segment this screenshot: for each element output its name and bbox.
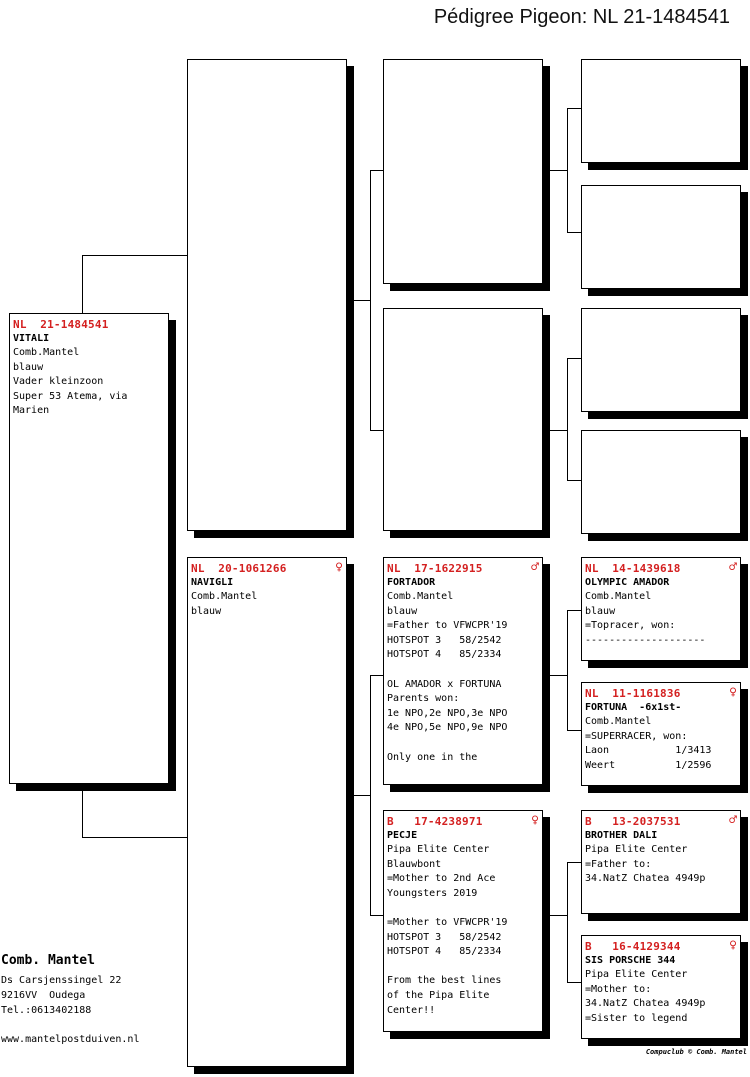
pigeon-info-line: HOTSPOT 4 85/2334: [387, 649, 502, 661]
pigeon-info-line: blauw: [585, 605, 616, 617]
pigeon-name: BROTHER DALI: [585, 830, 658, 841]
pigeon-info-line: HOTSPOT 3 58/2542: [387, 634, 502, 646]
card-header: [585, 686, 737, 700]
connector: [346, 795, 370, 796]
male-symbol-icon: ♂: [531, 560, 539, 575]
ring-number: NL 20-1061266: [191, 561, 287, 575]
connector: [567, 610, 568, 730]
pigeon-info-line: =Mother to 2nd Ace: [387, 873, 496, 885]
ring-number: NL 14-1439618: [585, 561, 681, 575]
connector: [370, 915, 383, 916]
pigeon-info-line: =Mother to:: [585, 983, 652, 995]
pedigree-title: Pédigree Pigeon: NL 21-1484541: [433, 6, 730, 28]
pigeon-name: FORTADOR: [387, 577, 436, 588]
connector: [567, 862, 581, 863]
pigeon-info-line: Super 53 Atema, via: [13, 390, 128, 402]
pigeon-info-line: Blauwbont: [387, 858, 442, 870]
male-symbol-icon: ♂: [729, 813, 737, 828]
pigeon-info-line: Youngsters 2019: [387, 887, 478, 899]
connector: [567, 610, 581, 611]
connector: [542, 915, 567, 916]
pigeon-info-line: Only one in the: [387, 751, 478, 763]
pigeon-info-line: of the Pipa Elite: [387, 989, 490, 1001]
connector: [567, 862, 568, 982]
pigeon-card-fff[interactable]: [581, 59, 741, 163]
pigeon-card-fmf[interactable]: [581, 308, 741, 412]
connector: [542, 430, 567, 431]
pigeon-info-line: Pipa Elite Center: [387, 844, 490, 855]
connector: [567, 358, 581, 359]
pigeon-card-mfm[interactable]: [581, 682, 741, 786]
connector: [567, 480, 581, 481]
connector: [82, 790, 83, 837]
connector: [567, 232, 581, 233]
pigeon-info-line: =Father to:: [585, 858, 652, 870]
pigeon-card-ff[interactable]: [383, 59, 543, 284]
card-header: [585, 814, 737, 828]
female-symbol-icon: ♀: [729, 938, 737, 953]
pigeon-name: NAVIGLI: [191, 577, 234, 588]
pigeon-info-line: Comb.Mantel: [387, 591, 454, 602]
pigeon-name: SIS PORSCHE 344: [585, 955, 676, 966]
connector: [370, 170, 383, 171]
pigeon-info-line: 34.NatZ Chatea 4949p: [585, 998, 706, 1010]
connector: [567, 358, 568, 480]
pigeon-info-line: 34.NatZ Chatea 4949p: [585, 873, 706, 885]
owner-phone: Tel.:0613402188: [1, 1005, 92, 1016]
pigeon-info-line: Parents won:: [387, 693, 460, 705]
male-symbol-icon: ♂: [729, 560, 737, 575]
pigeon-info-line: HOTSPOT 4 85/2334: [387, 946, 502, 958]
card-header: [585, 561, 737, 575]
pigeon-info-line: =SUPERRACER, won:: [585, 730, 688, 742]
pigeon-card-father[interactable]: [187, 59, 347, 531]
pigeon-name: VITALI: [13, 333, 50, 344]
pigeon-info-line: Comb.Mantel: [585, 591, 652, 602]
pigeon-info-line: =Sister to legend: [585, 1012, 688, 1024]
pigeon-info-line: From the best lines: [387, 975, 502, 987]
pigeon-info-line: Pipa Elite Center: [585, 844, 688, 855]
connector: [567, 108, 581, 109]
pigeon-info-line: 4e NPO,5e NPO,9e NPO: [387, 722, 508, 734]
pigeon-info-line: HOTSPOT 3 58/2542: [387, 931, 502, 943]
ring-number: NL 21-1484541: [13, 317, 109, 331]
pigeon-card-mf[interactable]: [383, 557, 543, 785]
connector: [82, 255, 187, 256]
pigeon-info-line: blauw: [387, 605, 418, 617]
pigeon-info-line: blauw: [13, 361, 44, 373]
pigeon-card-mmf[interactable]: [581, 810, 741, 914]
pigeon-card-mother[interactable]: [187, 557, 347, 1067]
pigeon-info-line: 1e NPO,2e NPO,3e NPO: [387, 707, 508, 719]
pigeon-info-line: OL AMADOR x FORTUNA: [387, 678, 502, 690]
pigeon-info-line: Vader kleinzoon: [13, 376, 104, 388]
owner-website[interactable]: www.mantelpostduiven.nl: [1, 1034, 140, 1045]
pigeon-card-fmm[interactable]: [581, 430, 741, 534]
pigeon-card-mmm[interactable]: [581, 935, 741, 1039]
pigeon-info-line: Center!!: [387, 1004, 436, 1016]
pigeon-info-line: [387, 663, 539, 678]
owner-address: Ds Carsjenssingel 22: [1, 975, 122, 986]
connector: [370, 675, 371, 915]
pigeon-info-line: [387, 901, 539, 916]
ring-number: B 16-4129344: [585, 939, 681, 953]
pigeon-card-ffm[interactable]: [581, 185, 741, 289]
pigeon-info-line: [387, 736, 539, 751]
card-header: [585, 939, 737, 953]
pigeon-info-line: Comb.Mantel: [191, 591, 258, 602]
ring-number: NL 11-1161836: [585, 686, 681, 700]
ring-number: B 17-4238971: [387, 814, 483, 828]
pigeon-card-mff[interactable]: [581, 557, 741, 661]
connector: [370, 675, 383, 676]
owner-city: 9216VV Oudega: [1, 990, 86, 1001]
connector: [370, 170, 371, 430]
card-header: [387, 814, 539, 828]
pigeon-info-line: Comb.Mantel: [585, 716, 652, 727]
owner-name: Comb. Mantel: [1, 953, 95, 968]
software-credit: Compuclub © Comb. Mantel: [645, 1048, 747, 1056]
pigeon-info-line: =Father to VFWCPR'19: [387, 620, 508, 632]
pigeon-info-line: Comb.Mantel: [13, 347, 80, 358]
pigeon-info-line: Laon 1/3413: [585, 745, 712, 757]
connector: [370, 430, 383, 431]
pigeon-info-line: =Topracer, won:: [585, 620, 676, 632]
pigeon-card-subject[interactable]: [9, 313, 169, 784]
pigeon-card-mm[interactable]: [383, 810, 543, 1032]
ring-number: B 13-2037531: [585, 814, 681, 828]
pigeon-name: OLYMPIC AMADOR: [585, 577, 670, 588]
connector: [82, 255, 83, 313]
pigeon-name: PECJE: [387, 830, 418, 841]
pigeon-info-line: Pipa Elite Center: [585, 969, 688, 980]
card-header: [191, 561, 343, 575]
pigeon-info-line: blauw: [191, 605, 222, 617]
connector: [346, 300, 370, 301]
connector: [542, 675, 567, 676]
pigeon-card-fm[interactable]: [383, 308, 543, 531]
pigeon-name: FORTUNA -6x1st-: [585, 702, 682, 713]
pigeon-info-line: Weert 1/2596: [585, 759, 712, 771]
ring-number: NL 17-1622915: [387, 561, 483, 575]
card-header: [13, 317, 165, 331]
female-symbol-icon: ♀: [335, 560, 343, 575]
pigeon-info-line: --------------------: [585, 634, 706, 646]
pigeon-info-line: Marien: [13, 405, 50, 417]
connector: [567, 108, 568, 232]
pigeon-info-line: [387, 960, 539, 975]
card-header: [387, 561, 539, 575]
pigeon-info-line: =Mother to VFWCPR'19: [387, 916, 508, 928]
connector: [567, 982, 581, 983]
female-symbol-icon: ♀: [729, 685, 737, 700]
connector: [82, 837, 187, 838]
connector: [567, 730, 581, 731]
connector: [542, 170, 567, 171]
female-symbol-icon: ♀: [531, 813, 539, 828]
